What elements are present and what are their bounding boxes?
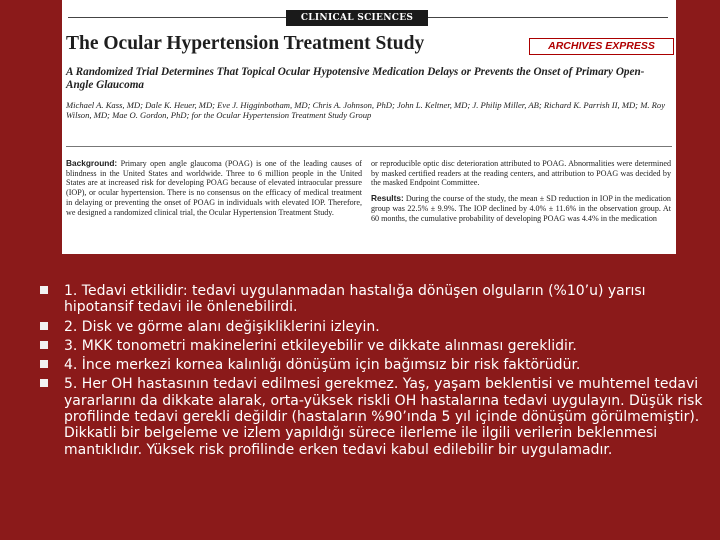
article-section-label: CLINICAL SCIENCES (286, 10, 428, 26)
bullet-item (40, 319, 712, 335)
background-heading: Background: (66, 158, 118, 168)
bullet-text: 1. Tedavi etkilidir: tedavi uygulanmadan hastalığa dönüşen olguların (%10’u) yarısı hipotansif tedavi ile önlenebilirdi. (64, 283, 646, 316)
results-heading: Results: (371, 193, 404, 204)
square-bullet-icon (40, 286, 48, 294)
bullet-text: 2. Disk ve görme alanı değişikliklerini izleyin. (64, 318, 380, 335)
square-bullet-icon (40, 379, 48, 387)
methods-continuation: or reproducible optic disc deterioration attributed to POAG. Abnormalities were determined by masked certified readers at the reading centers, and attribution to POAG was decided by the masked Endpoint Committee. (371, 159, 671, 188)
article-title: The Ocular Hypertension Treatment Study (66, 33, 425, 54)
bullet-item (40, 357, 712, 373)
bullet-text: 3. MKK tonometri makinelerini etkileyebilir ve dikkate alınması gereklidir. (64, 337, 577, 354)
bullet-text: 4. İnce merkezi kornea kalınlığı dönüşüm için bağımsız bir risk faktörüdür. (64, 357, 581, 374)
article-scan-image (62, 0, 676, 254)
article-right-column (371, 159, 671, 229)
bullet-text: 5. Her OH hastasının tedavi edilmesi gerekmez. Yaş, yaşam beklentisi ve muhtemel tedavi yararlarını da dikkate alarak, orta-yüksek riskli OH hastalarına tedavi uygulayın. Düşük risk profilinde tedavi gerekli değildir (hastaların %90’ında 5 yıl içinde dönüşüm görülmemiştir). Dikkatli bir belgeleme ve izlem yapıldığı sürece ilerleme ile ilgili verilerin beklenmesi mantıklıdır. Yüksek risk profilinde erken tedavi kabul edilebilir bir uygulamadır. (64, 376, 703, 458)
square-bullet-icon (40, 360, 48, 368)
archives-express-badge: ARCHIVES EXPRESS (529, 38, 674, 55)
results-paragraph (371, 194, 671, 223)
article-authors: Michael A. Kass, MD; Dale K. Heuer, MD; Eve J. Higginbotham, MD; Chris A. Johnson, PhD; John L. Keltner, MD; J. Philip Miller, AB; Richard K. Parrish II, MD; M. Roy Wilson, MD; Mae O. Gordon, PhD; for the Ocular Hypertension Treatment Study Group (66, 100, 666, 121)
article-divider (66, 146, 672, 147)
article-left-column (66, 159, 362, 223)
square-bullet-icon (40, 322, 48, 330)
square-bullet-icon (40, 341, 48, 349)
background-paragraph (66, 159, 362, 217)
bullet-item (40, 283, 712, 316)
background-text: Primary open angle glaucoma (POAG) is one of the leading causes of blindness in the United States and worldwide. Three to 6 million people in the United States are at increased risk for developing POAG because of elevated intraocular pressure (IOP), or ocular hypertension. There is no consensus on the efficacy of medical treatment in delaying or preventing the onset of POAG in individuals with elevated IOP. Therefore, we designed a randomized clinical trial, the Ocular Hypertension Treatment Study. (66, 159, 362, 217)
article-subtitle: A Randomized Trial Determines That Topical Ocular Hypotensive Medication Delays or Prevents the Onset of Primary Open-Angle Glaucoma (66, 66, 645, 91)
results-text: During the course of the study, the mean ± SD reduction in IOP in the medication group was 22.5% ± 9.9%. The IOP declined by 4.0% ± 11.6% in the observation group. At 60 months, the cumulative probability of developing POAG was 4.4% in the medication (371, 194, 671, 223)
bullet-list (40, 283, 712, 461)
bullet-item (40, 376, 712, 457)
bullet-item (40, 338, 712, 354)
